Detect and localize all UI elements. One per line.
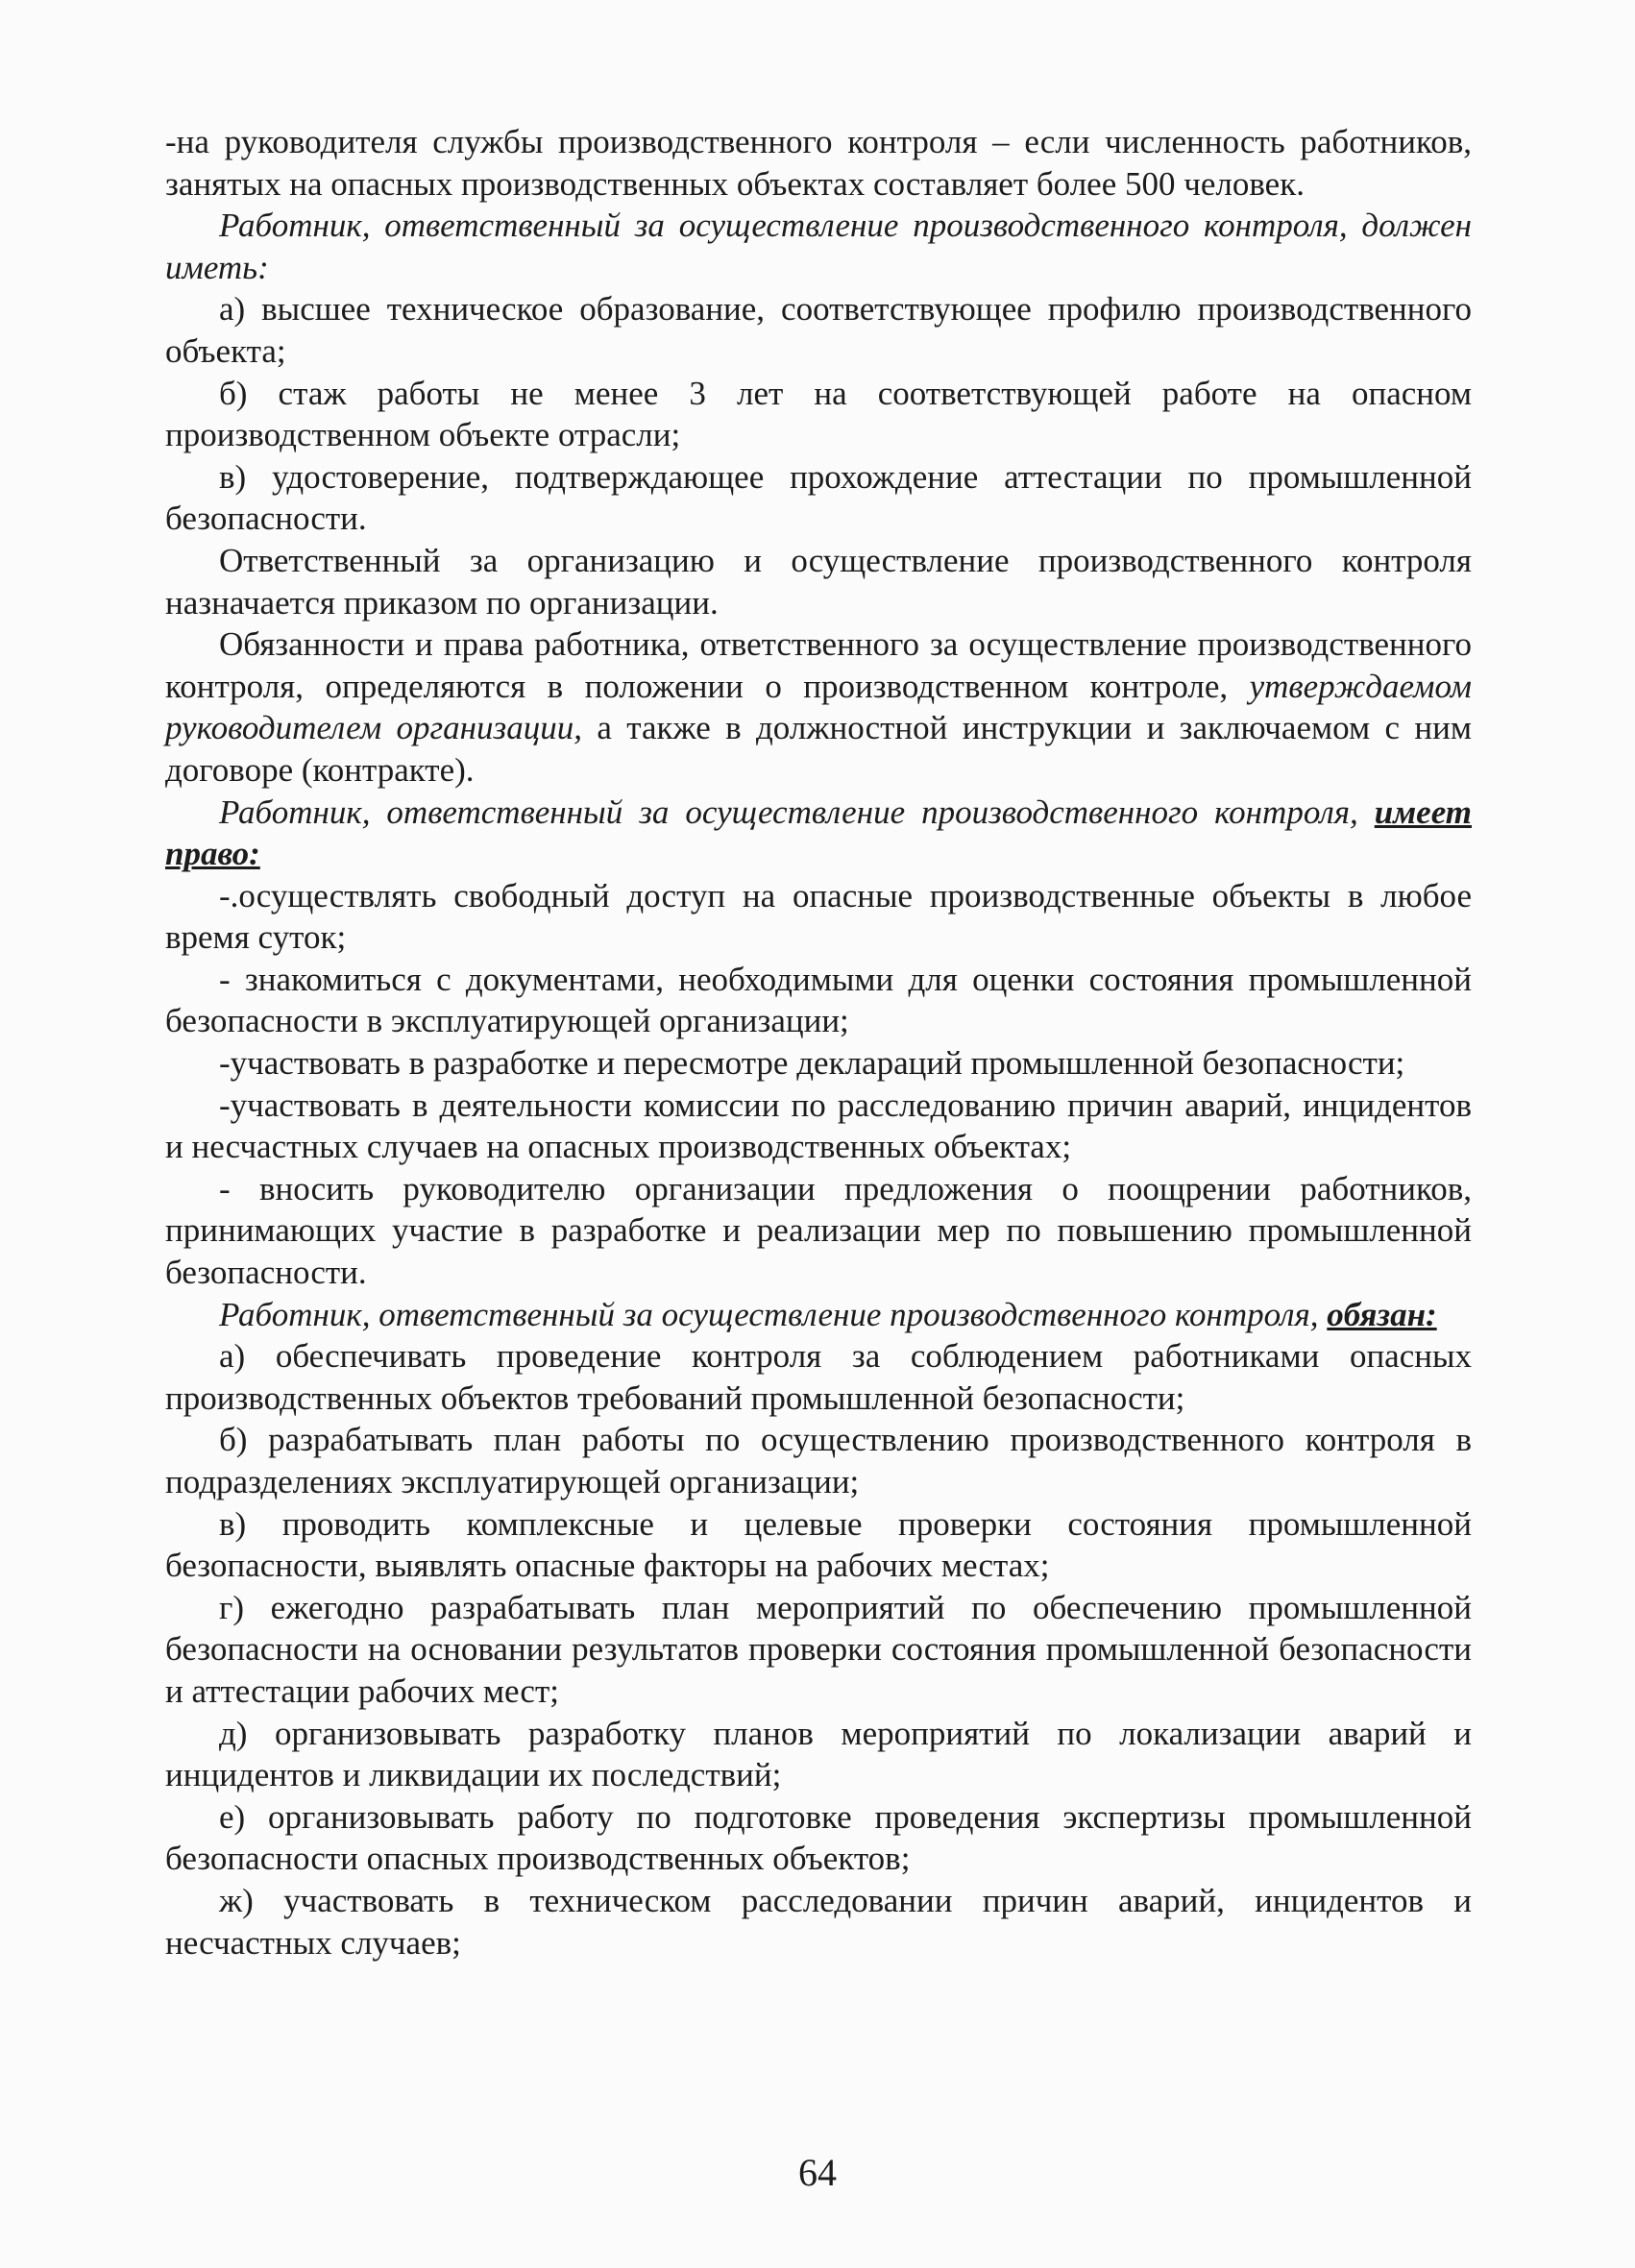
paragraph-item-v-certificate: в) удостоверение, подтверждающее прохождение аттестации по промышленной безопасности.: [165, 457, 1472, 538]
body-text: [165, 121, 1472, 1963]
has-right-heading-text: Работник, ответственный за осуществление производственного контроля,: [219, 793, 1358, 831]
paragraph-duty-e: е) организовывать работу по подготовке проведения экспертизы промышленной безопасности опасных производственных объектов;: [165, 1797, 1472, 1878]
paragraph-duty-d: д) организовывать разработку планов мероприятий по локализации аварий и инцидентов и ликвидации их последствий;: [165, 1714, 1472, 1794]
paragraph-duties-and-rights: [165, 623, 1472, 791]
paragraph-must-have-heading: Работник, ответственный за осуществление производственного контроля, должен иметь:: [165, 207, 1472, 286]
page-number: 64: [798, 2151, 837, 2194]
has-right-underlined: имеет право:: [165, 793, 1473, 873]
obliged-heading-text: Работник, ответственный за осуществление производственного контроля,: [219, 1295, 1319, 1333]
duties-text-start: Обязанности и права работника, ответственного за осуществление производственного контроля, определяются в положении о производственном контроле,: [165, 625, 1472, 705]
paragraph-appointment: Ответственный за организацию и осуществление производственного контроля назначается приказом по организации.: [165, 541, 1472, 622]
paragraph-right-commission: -участвовать в деятельности комиссии по расследованию причин аварий, инцидентов и несчастных случаев на опасных производственных объектах;: [165, 1085, 1472, 1166]
paragraph-duty-b: б) разрабатывать план работы по осуществлению производственного контроля в подразделениях эксплуатирующей организации;: [165, 1421, 1472, 1500]
paragraph-right-proposals: - вносить руководителю организации предложения о поощрении работников, принимающих участие в разработке и реализации мер по повышению промышленной безопасности.: [165, 1169, 1472, 1292]
paragraph-obliged-heading: [165, 1294, 1472, 1336]
paragraph-right-declarations: -участвовать в разработке и пересмотре деклараций промышленной безопасности;: [219, 1044, 1405, 1083]
duties-text-end: а также в должностной инструкции и заключаемом с ним договоре (контракте).: [165, 709, 1472, 789]
obliged-underlined: обязан:: [1327, 1295, 1437, 1333]
duties-text-italic: утверждаемом руководителем организации,: [165, 667, 1472, 747]
paragraph-right-access: -.осуществлять свободный доступ на опасные производственные объекты в любое время суток;: [165, 876, 1472, 957]
paragraph-right-documents: - знакомиться с документами, необходимыми для оценки состояния промышленной безопасности в эксплуатирующей организации;: [165, 960, 1472, 1040]
paragraph-duty-v: в) проводить комплексные и целевые проверки состояния промышленной безопасности, выявлять опасные факторы на рабочих местах;: [165, 1504, 1472, 1585]
paragraph-has-right-heading: [165, 792, 1472, 875]
paragraph-duty-zh: ж) участвовать в техническом расследовании причин аварий, инцидентов и несчастных случаев;: [165, 1881, 1472, 1962]
paragraph-head-of-service: -на руководителя службы производственного контроля – если численность работников, занятых на опасных производственных объектах составляет более 500 человек.: [165, 123, 1472, 203]
paragraph-item-a-education: а) высшее техническое образование, соответствующее профилю производственного объекта;: [165, 290, 1472, 370]
paragraph-item-b-experience: б) стаж работы не менее 3 лет на соответствующей работе на опасном производственном объекте отрасли;: [165, 374, 1472, 454]
paragraph-duty-a: а) обеспечивать проведение контроля за соблюдением работниками опасных производственных объектов требований промышленной безопасности;: [165, 1337, 1472, 1417]
paragraph-duty-g: г) ежегодно разрабатывать план мероприятий по обеспечению промышленной безопасности на основании результатов проверки состояния промышленной безопасности и аттестации рабочих мест;: [165, 1588, 1472, 1710]
